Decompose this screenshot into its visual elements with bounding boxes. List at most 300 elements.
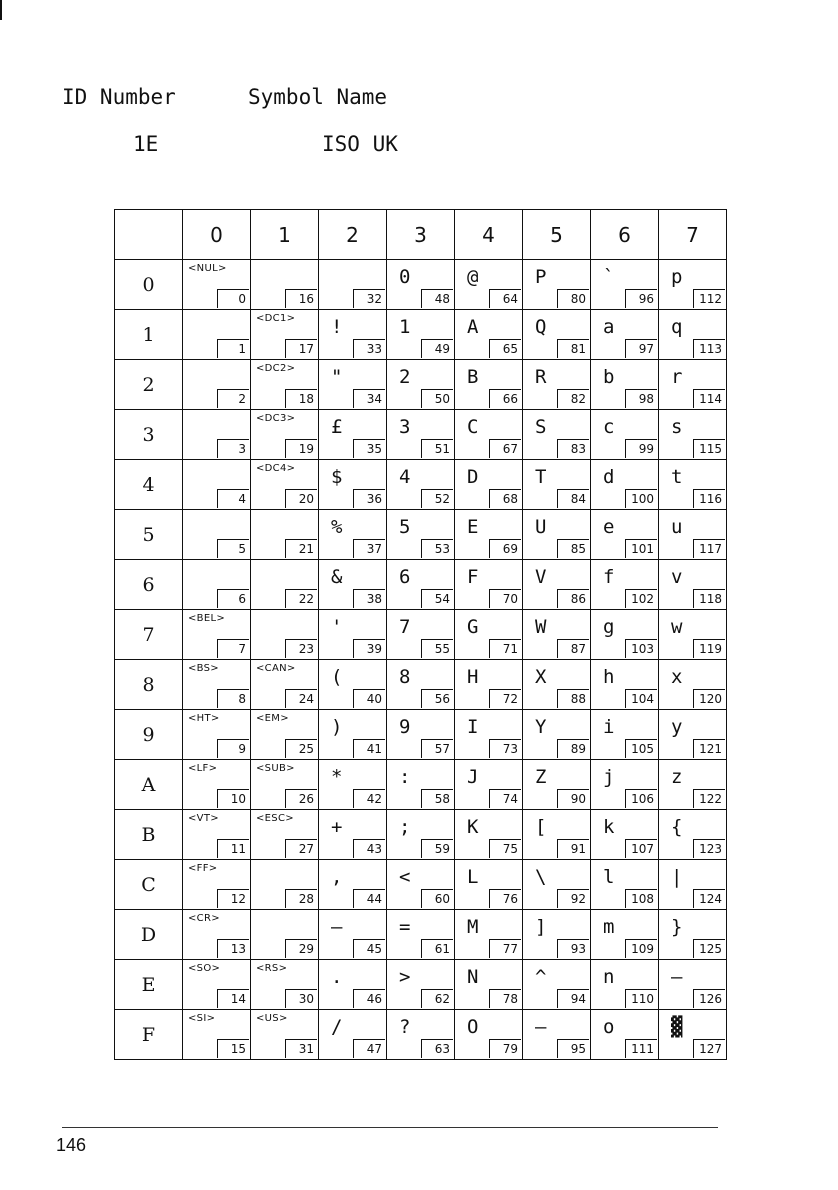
character-cell	[659, 310, 727, 360]
page-edge-mark	[0, 0, 2, 20]
table-row	[115, 710, 727, 760]
character-cell	[523, 260, 591, 310]
decimal-code: 2	[217, 389, 249, 408]
character-cell	[387, 710, 455, 760]
character-glyph: i	[603, 716, 615, 738]
character-cell	[659, 860, 727, 910]
decimal-code: 67	[489, 439, 521, 458]
decimal-code: 82	[557, 389, 589, 408]
character-glyph: n	[603, 966, 615, 988]
control-code-label: <DC3>	[256, 413, 296, 424]
character-cell	[183, 460, 251, 510]
character-cell	[659, 260, 727, 310]
decimal-code: 17	[285, 339, 317, 358]
character-cell	[455, 960, 523, 1010]
row-header: 0	[115, 260, 183, 310]
character-glyph: 8	[399, 666, 411, 688]
character-glyph: –	[331, 916, 343, 938]
row-header: E	[115, 960, 183, 1010]
row-header: B	[115, 810, 183, 860]
character-glyph: o	[603, 1016, 615, 1038]
character-glyph: `	[603, 266, 615, 288]
character-glyph: P	[535, 266, 547, 288]
character-glyph: $	[331, 466, 343, 488]
character-glyph: —	[671, 966, 683, 988]
character-glyph: g	[603, 616, 615, 638]
decimal-code: 83	[557, 439, 589, 458]
decimal-code: 38	[353, 589, 385, 608]
character-cell	[523, 410, 591, 460]
decimal-code: 114	[693, 389, 725, 408]
decimal-code: 102	[625, 589, 657, 608]
character-glyph: )	[331, 716, 343, 738]
table-row	[115, 610, 727, 660]
decimal-code: 85	[557, 539, 589, 558]
decimal-code: 97	[625, 339, 657, 358]
character-cell	[659, 760, 727, 810]
character-glyph: ?	[399, 1016, 411, 1038]
character-glyph: T	[535, 466, 547, 488]
decimal-code: 25	[285, 739, 317, 758]
character-cell	[659, 460, 727, 510]
decimal-code: 107	[625, 839, 657, 858]
character-cell	[591, 410, 659, 460]
decimal-code: 58	[421, 789, 453, 808]
character-cell	[455, 260, 523, 310]
decimal-code: 93	[557, 939, 589, 958]
decimal-code: 94	[557, 989, 589, 1008]
decimal-code: 104	[625, 689, 657, 708]
table-row	[115, 1010, 727, 1060]
decimal-code: 33	[353, 339, 385, 358]
row-header: 7	[115, 610, 183, 660]
character-glyph: ,	[331, 866, 343, 888]
character-cell	[591, 960, 659, 1010]
character-cell	[319, 410, 387, 460]
character-glyph: k	[603, 816, 615, 838]
row-header: 6	[115, 560, 183, 610]
character-glyph: I	[467, 716, 479, 738]
character-glyph: s	[671, 416, 683, 438]
row-header: F	[115, 1010, 183, 1060]
decimal-code: 81	[557, 339, 589, 358]
character-glyph: f	[603, 566, 615, 588]
character-cell	[183, 660, 251, 710]
control-code-label: <RS>	[256, 963, 288, 974]
table-row	[115, 910, 727, 960]
character-cell	[387, 360, 455, 410]
character-glyph: .	[331, 966, 343, 988]
character-cell	[387, 610, 455, 660]
row-header: 5	[115, 510, 183, 560]
character-glyph: l	[603, 866, 615, 888]
character-cell	[523, 810, 591, 860]
character-cell	[659, 360, 727, 410]
decimal-code: 115	[693, 439, 725, 458]
character-cell	[319, 660, 387, 710]
decimal-code: 88	[557, 689, 589, 708]
decimal-code: 113	[693, 339, 725, 358]
character-cell	[183, 860, 251, 910]
column-header: 5	[523, 210, 591, 260]
control-code-label: <NUL>	[188, 263, 227, 274]
character-cell	[455, 360, 523, 410]
decimal-code: 10	[217, 789, 249, 808]
character-cell	[455, 910, 523, 960]
decimal-code: 15	[217, 1039, 249, 1058]
control-code-label: <CR>	[188, 913, 220, 924]
character-glyph: }	[671, 916, 683, 938]
character-glyph: Z	[535, 766, 547, 788]
decimal-code: 100	[625, 489, 657, 508]
character-cell	[251, 810, 319, 860]
character-glyph: \	[535, 866, 547, 888]
column-header-row	[115, 210, 727, 260]
decimal-code: 53	[421, 539, 453, 558]
character-glyph: h	[603, 666, 615, 688]
character-cell	[455, 660, 523, 710]
decimal-code: 72	[489, 689, 521, 708]
character-glyph: M	[467, 916, 479, 938]
control-code-label: <FF>	[188, 863, 218, 874]
decimal-code: 92	[557, 889, 589, 908]
character-cell	[319, 810, 387, 860]
character-glyph: V	[535, 566, 547, 588]
character-glyph: A	[467, 316, 479, 338]
character-glyph: @	[467, 266, 479, 288]
decimal-code: 121	[693, 739, 725, 758]
character-glyph: b	[603, 366, 615, 388]
character-cell	[591, 860, 659, 910]
character-cell	[659, 560, 727, 610]
character-cell	[183, 360, 251, 410]
character-cell	[319, 460, 387, 510]
decimal-code: 109	[625, 939, 657, 958]
decimal-code: 24	[285, 689, 317, 708]
character-glyph: '	[331, 616, 343, 638]
character-cell	[591, 510, 659, 560]
character-cell	[523, 560, 591, 610]
character-glyph: 3	[399, 416, 411, 438]
character-cell	[387, 410, 455, 460]
decimal-code: 23	[285, 639, 317, 658]
character-cell	[251, 360, 319, 410]
character-cell	[591, 710, 659, 760]
row-header: 9	[115, 710, 183, 760]
decimal-code: 105	[625, 739, 657, 758]
character-cell	[183, 810, 251, 860]
character-cell	[455, 610, 523, 660]
character-glyph: ;	[399, 816, 411, 838]
character-glyph: !	[331, 316, 343, 338]
decimal-code: 123	[693, 839, 725, 858]
character-glyph: q	[671, 316, 683, 338]
decimal-code: 50	[421, 389, 453, 408]
footer-rule	[62, 1127, 718, 1128]
decimal-code: 0	[217, 289, 249, 308]
control-code-label: <SO>	[188, 963, 221, 974]
character-glyph: 6	[399, 566, 411, 588]
character-cell	[523, 910, 591, 960]
table-row	[115, 260, 727, 310]
character-cell	[387, 560, 455, 610]
decimal-code: 112	[693, 289, 725, 308]
character-cell	[183, 610, 251, 660]
control-code-label: <BEL>	[188, 613, 226, 624]
character-cell	[319, 310, 387, 360]
character-glyph: r	[671, 366, 683, 388]
character-cell	[387, 510, 455, 560]
character-glyph: j	[603, 766, 615, 788]
character-cell	[659, 810, 727, 860]
decimal-code: 122	[693, 789, 725, 808]
character-glyph: £	[331, 416, 343, 438]
decimal-code: 70	[489, 589, 521, 608]
decimal-code: 19	[285, 439, 317, 458]
character-glyph: R	[535, 366, 547, 388]
decimal-code: 111	[625, 1039, 657, 1058]
character-cell	[387, 810, 455, 860]
character-cell	[319, 360, 387, 410]
character-cell	[659, 1010, 727, 1060]
decimal-code: 48	[421, 289, 453, 308]
decimal-code: 28	[285, 889, 317, 908]
character-cell	[319, 560, 387, 610]
decimal-code: 56	[421, 689, 453, 708]
decimal-code: 5	[217, 539, 249, 558]
decimal-code: 27	[285, 839, 317, 858]
character-cell	[319, 910, 387, 960]
character-cell	[387, 310, 455, 360]
character-cell	[523, 510, 591, 560]
decimal-code: 31	[285, 1039, 317, 1058]
table-row	[115, 510, 727, 560]
character-glyph: 0	[399, 266, 411, 288]
character-cell	[183, 910, 251, 960]
decimal-code: 61	[421, 939, 453, 958]
decimal-code: 14	[217, 989, 249, 1008]
decimal-code: 103	[625, 639, 657, 658]
decimal-code: 62	[421, 989, 453, 1008]
character-glyph: z	[671, 766, 683, 788]
character-glyph: L	[467, 866, 479, 888]
table-row	[115, 760, 727, 810]
decimal-code: 42	[353, 789, 385, 808]
character-glyph: x	[671, 666, 683, 688]
character-cell	[659, 510, 727, 560]
character-cell	[591, 360, 659, 410]
character-cell	[251, 660, 319, 710]
id-number-label: ID Number	[62, 85, 176, 109]
decimal-code: 52	[421, 489, 453, 508]
character-glyph: [	[535, 816, 547, 838]
character-glyph: {	[671, 816, 683, 838]
character-cell	[591, 610, 659, 660]
decimal-code: 87	[557, 639, 589, 658]
column-header: 1	[251, 210, 319, 260]
character-cell	[251, 410, 319, 460]
character-cell	[183, 960, 251, 1010]
character-glyph: F	[467, 566, 479, 588]
character-glyph: 5	[399, 516, 411, 538]
character-cell	[183, 560, 251, 610]
character-cell	[591, 910, 659, 960]
character-set-table	[114, 209, 727, 1060]
decimal-code: 49	[421, 339, 453, 358]
character-cell	[455, 1010, 523, 1060]
decimal-code: 57	[421, 739, 453, 758]
decimal-code: 78	[489, 989, 521, 1008]
decimal-code: 90	[557, 789, 589, 808]
character-cell	[387, 660, 455, 710]
decimal-code: 118	[693, 589, 725, 608]
character-glyph: <	[399, 866, 411, 888]
decimal-code: 22	[285, 589, 317, 608]
character-glyph: t	[671, 466, 683, 488]
character-glyph: d	[603, 466, 615, 488]
character-glyph: H	[467, 666, 479, 688]
decimal-code: 75	[489, 839, 521, 858]
decimal-code: 110	[625, 989, 657, 1008]
control-code-label: <SI>	[188, 1013, 216, 1024]
decimal-code: 30	[285, 989, 317, 1008]
character-cell	[319, 510, 387, 560]
decimal-code: 1	[217, 339, 249, 358]
character-cell	[523, 960, 591, 1010]
decimal-code: 39	[353, 639, 385, 658]
character-cell	[251, 610, 319, 660]
character-glyph: +	[331, 816, 343, 838]
decimal-code: 74	[489, 789, 521, 808]
row-header: 1	[115, 310, 183, 360]
column-header: 7	[659, 210, 727, 260]
character-cell	[523, 310, 591, 360]
character-cell	[183, 260, 251, 310]
decimal-code: 64	[489, 289, 521, 308]
character-glyph: C	[467, 416, 479, 438]
character-cell	[591, 260, 659, 310]
character-cell	[251, 910, 319, 960]
decimal-code: 95	[557, 1039, 589, 1058]
character-glyph: a	[603, 316, 615, 338]
character-glyph: :	[399, 766, 411, 788]
decimal-code: 18	[285, 389, 317, 408]
character-cell	[455, 410, 523, 460]
character-glyph: |	[671, 866, 683, 888]
character-cell	[183, 510, 251, 560]
character-glyph: ]	[535, 916, 547, 938]
decimal-code: 101	[625, 539, 657, 558]
character-cell	[183, 760, 251, 810]
character-cell	[523, 460, 591, 510]
decimal-code: 96	[625, 289, 657, 308]
decimal-code: 51	[421, 439, 453, 458]
decimal-code: 59	[421, 839, 453, 858]
character-glyph: D	[467, 466, 479, 488]
decimal-code: 77	[489, 939, 521, 958]
decimal-code: 12	[217, 889, 249, 908]
character-glyph: =	[399, 916, 411, 938]
decimal-code: 40	[353, 689, 385, 708]
character-cell	[455, 510, 523, 560]
character-glyph: O	[467, 1016, 479, 1038]
character-cell	[523, 360, 591, 410]
character-glyph: /	[331, 1016, 343, 1038]
character-glyph: w	[671, 616, 683, 638]
table-row	[115, 310, 727, 360]
decimal-code: 47	[353, 1039, 385, 1058]
character-cell	[251, 960, 319, 1010]
character-glyph: >	[399, 966, 411, 988]
decimal-code: 119	[693, 639, 725, 658]
character-glyph: "	[331, 366, 343, 388]
decimal-code: 80	[557, 289, 589, 308]
character-cell	[455, 710, 523, 760]
decimal-code: 29	[285, 939, 317, 958]
character-glyph: X	[535, 666, 547, 688]
table-corner	[115, 210, 183, 260]
decimal-code: 46	[353, 989, 385, 1008]
character-cell	[319, 760, 387, 810]
control-code-label: <EM>	[256, 713, 289, 724]
decimal-code: 6	[217, 589, 249, 608]
control-code-label: <ESC>	[256, 813, 294, 824]
character-glyph: u	[671, 516, 683, 538]
decimal-code: 7	[217, 639, 249, 658]
decimal-code: 68	[489, 489, 521, 508]
character-glyph: B	[467, 366, 479, 388]
table-row	[115, 360, 727, 410]
symbol-name-value: ISO UK	[322, 132, 398, 156]
decimal-code: 44	[353, 889, 385, 908]
character-cell	[523, 610, 591, 660]
row-header: C	[115, 860, 183, 910]
character-glyph: &	[331, 566, 343, 588]
decimal-code: 54	[421, 589, 453, 608]
column-header: 2	[319, 210, 387, 260]
character-cell	[251, 560, 319, 610]
character-cell	[319, 610, 387, 660]
character-cell	[183, 410, 251, 460]
decimal-code: 127	[693, 1039, 725, 1058]
character-cell	[591, 310, 659, 360]
character-cell	[659, 610, 727, 660]
decimal-code: 55	[421, 639, 453, 658]
character-glyph: 1	[399, 316, 411, 338]
column-header: 0	[183, 210, 251, 260]
character-glyph: —	[535, 1016, 547, 1038]
character-cell	[251, 510, 319, 560]
character-cell	[591, 460, 659, 510]
decimal-code: 65	[489, 339, 521, 358]
decimal-code: 3	[217, 439, 249, 458]
character-cell	[251, 860, 319, 910]
column-header: 6	[591, 210, 659, 260]
control-code-label: <HT>	[188, 713, 220, 724]
character-glyph: K	[467, 816, 479, 838]
decimal-code: 37	[353, 539, 385, 558]
character-cell	[455, 760, 523, 810]
character-cell	[523, 860, 591, 910]
control-code-label: <SUB>	[256, 763, 295, 774]
decimal-code: 32	[353, 289, 385, 308]
character-cell	[591, 1010, 659, 1060]
character-glyph: G	[467, 616, 479, 638]
id-number-value: 1E	[133, 132, 159, 156]
character-cell	[183, 1010, 251, 1060]
character-cell	[455, 460, 523, 510]
character-cell	[251, 260, 319, 310]
